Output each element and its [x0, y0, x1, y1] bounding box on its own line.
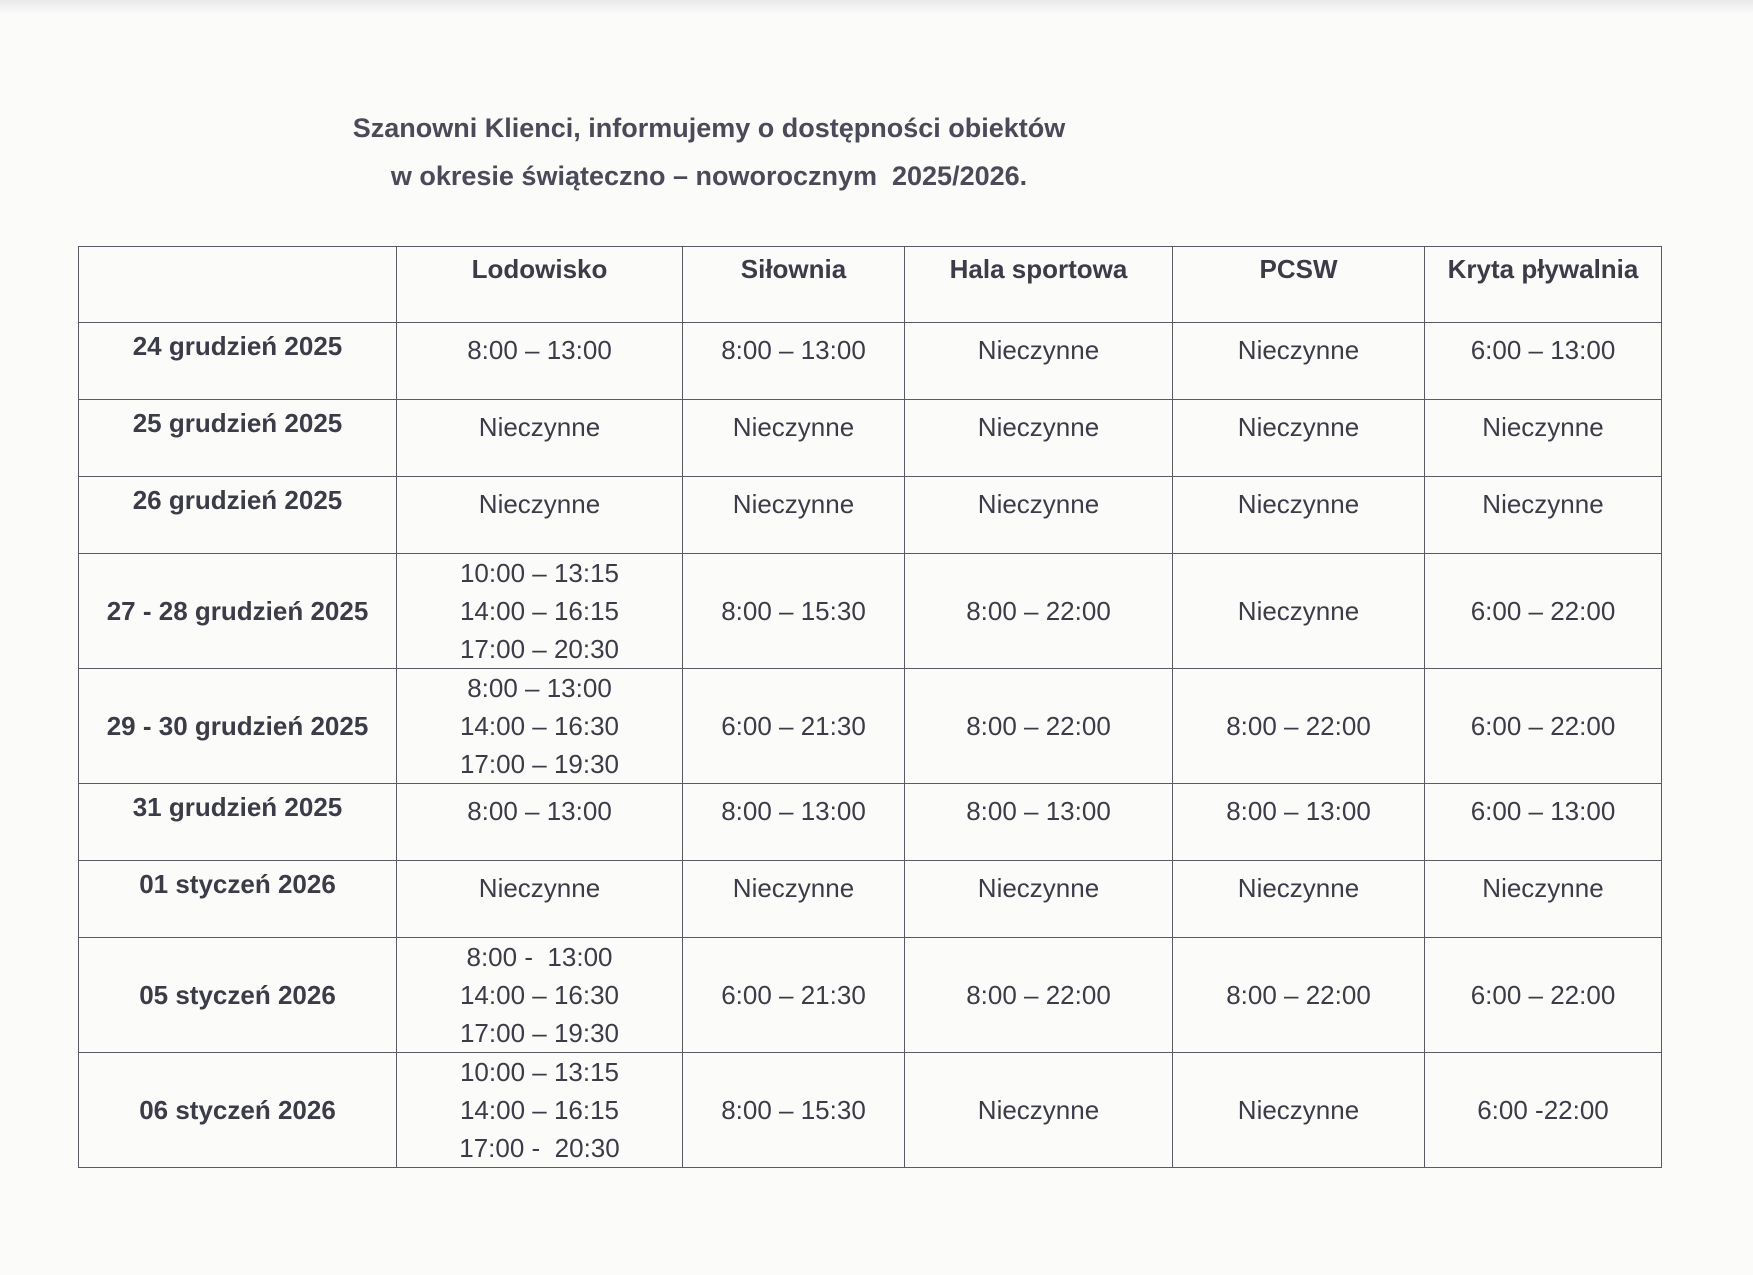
hours-cell-lodowisko — [397, 938, 683, 1053]
table-row — [79, 1053, 1662, 1168]
hours-cell-pcsw — [1173, 861, 1425, 938]
hours-cell-lodowisko — [397, 477, 683, 554]
hours-line: Nieczynne — [1237, 489, 1360, 519]
hours-line: Nieczynne — [732, 873, 855, 903]
header-cell-kryta-plywalnia: Kryta pływalnia — [1425, 247, 1662, 323]
hours-cell-lodowisko — [397, 669, 683, 784]
hours-line: Nieczynne — [1237, 412, 1360, 442]
hours-line: Nieczynne — [478, 412, 601, 442]
hours-cell-silownia — [683, 477, 905, 554]
hours-cell-silownia — [683, 400, 905, 477]
hours-line: Nieczynne — [1482, 412, 1604, 442]
table-row — [79, 938, 1662, 1053]
hours-line: 8:00 - 13:00 — [466, 942, 613, 972]
header-cell-silownia: Siłownia — [683, 247, 905, 323]
hours-line: 17:00 – 19:30 — [459, 1018, 620, 1048]
header-cell-hala-sportowa: Hala sportowa — [905, 247, 1173, 323]
hours-line: Nieczynne — [977, 1095, 1100, 1125]
hours-cell-silownia — [683, 323, 905, 400]
title-line-1: Szanowni Klienci, informujemy o dostępności obiektów — [352, 113, 1066, 143]
hours-line: Nieczynne — [732, 412, 855, 442]
hours-cell-kryta-plywalnia — [1425, 784, 1662, 861]
schedule-table — [78, 246, 1662, 1168]
hours-line: 8:00 – 13:00 — [467, 335, 612, 365]
table-row — [79, 477, 1662, 554]
header-cell-pcsw: PCSW — [1173, 247, 1425, 323]
hours-cell-hala-sportowa — [905, 477, 1173, 554]
hours-line: 8:00 – 15:30 — [721, 596, 866, 626]
hours-line: 8:00 – 13:00 — [966, 796, 1111, 826]
hours-cell-silownia — [683, 861, 905, 938]
hours-cell-pcsw — [1173, 938, 1425, 1053]
hours-line: 6:00 – 13:00 — [1470, 335, 1616, 365]
hours-cell-hala-sportowa — [905, 938, 1173, 1053]
hours-line: 8:00 – 22:00 — [966, 711, 1111, 741]
table-row — [79, 861, 1662, 938]
date-cell: 26 grudzień 2025 — [79, 477, 397, 554]
hours-line: 17:00 - 20:30 — [459, 1133, 620, 1163]
page-title — [0, 104, 1418, 200]
hours-line: Nieczynne — [1482, 489, 1604, 519]
hours-cell-pcsw — [1173, 477, 1425, 554]
hours-line: Nieczynne — [732, 489, 855, 519]
hours-line: 6:00 – 21:30 — [721, 980, 866, 1010]
date-cell: 06 styczeń 2026 — [79, 1053, 397, 1168]
hours-line: Nieczynne — [1237, 873, 1360, 903]
hours-line: 8:00 – 13:00 — [467, 673, 612, 703]
hours-line: Nieczynne — [1237, 335, 1360, 365]
hours-cell-pcsw — [1173, 323, 1425, 400]
hours-cell-lodowisko — [397, 554, 683, 669]
date-cell: 27 - 28 grudzień 2025 — [79, 554, 397, 669]
hours-cell-kryta-plywalnia — [1425, 938, 1662, 1053]
hours-cell-silownia — [683, 784, 905, 861]
hours-cell-silownia — [683, 554, 905, 669]
hours-line: 10:00 – 13:15 — [459, 1057, 620, 1087]
hours-line: 14:00 – 16:30 — [459, 980, 620, 1010]
header-row — [79, 247, 1662, 323]
hours-line: 6:00 – 22:00 — [1470, 711, 1616, 741]
schedule-body — [79, 323, 1662, 1168]
table-row — [79, 669, 1662, 784]
hours-line: 6:00 – 22:00 — [1470, 596, 1616, 626]
hours-cell-kryta-plywalnia — [1425, 400, 1662, 477]
hours-line: 8:00 – 22:00 — [966, 980, 1111, 1010]
hours-line: 8:00 – 22:00 — [966, 596, 1111, 626]
hours-line: Nieczynne — [1237, 596, 1360, 626]
hours-cell-lodowisko — [397, 1053, 683, 1168]
hours-line: Nieczynne — [478, 873, 601, 903]
hours-cell-pcsw — [1173, 400, 1425, 477]
hours-cell-hala-sportowa — [905, 784, 1173, 861]
hours-cell-pcsw — [1173, 1053, 1425, 1168]
hours-cell-hala-sportowa — [905, 323, 1173, 400]
hours-line: 8:00 – 13:00 — [467, 796, 612, 826]
hours-line: 14:00 – 16:15 — [459, 596, 620, 626]
date-cell: 05 styczeń 2026 — [79, 938, 397, 1053]
hours-cell-pcsw — [1173, 669, 1425, 784]
title-line-2: w okresie świąteczno – noworocznym 2025/2026. — [390, 161, 1028, 191]
hours-cell-kryta-plywalnia — [1425, 861, 1662, 938]
table-row — [79, 554, 1662, 669]
date-cell: 29 - 30 grudzień 2025 — [79, 669, 397, 784]
table-row — [79, 323, 1662, 400]
date-cell: 24 grudzień 2025 — [79, 323, 397, 400]
hours-line: Nieczynne — [977, 335, 1100, 365]
hours-line: 8:00 – 13:00 — [721, 335, 866, 365]
hours-line: 17:00 – 19:30 — [459, 749, 620, 779]
hours-cell-pcsw — [1173, 554, 1425, 669]
hours-cell-pcsw — [1173, 784, 1425, 861]
hours-cell-kryta-plywalnia — [1425, 554, 1662, 669]
scan-edge — [0, 0, 1753, 14]
hours-line: Nieczynne — [1482, 873, 1604, 903]
hours-line: 14:00 – 16:15 — [459, 1095, 620, 1125]
header-cell-date — [79, 247, 397, 323]
hours-line: Nieczynne — [1237, 1095, 1360, 1125]
hours-cell-kryta-plywalnia — [1425, 323, 1662, 400]
hours-cell-lodowisko — [397, 861, 683, 938]
date-cell: 31 grudzień 2025 — [79, 784, 397, 861]
hours-cell-hala-sportowa — [905, 400, 1173, 477]
hours-line: 8:00 – 22:00 — [1226, 980, 1371, 1010]
hours-cell-hala-sportowa — [905, 669, 1173, 784]
hours-line: 17:00 – 20:30 — [459, 634, 620, 664]
hours-cell-lodowisko — [397, 400, 683, 477]
date-cell: 25 grudzień 2025 — [79, 400, 397, 477]
hours-line: 10:00 – 13:15 — [459, 558, 620, 588]
hours-line: 8:00 – 15:30 — [721, 1095, 866, 1125]
hours-line: 6:00 -22:00 — [1477, 1095, 1609, 1125]
hours-cell-hala-sportowa — [905, 861, 1173, 938]
hours-line: 8:00 – 13:00 — [1226, 796, 1371, 826]
hours-line: Nieczynne — [478, 489, 601, 519]
hours-line: Nieczynne — [977, 489, 1100, 519]
table-row — [79, 400, 1662, 477]
hours-cell-lodowisko — [397, 784, 683, 861]
hours-cell-hala-sportowa — [905, 554, 1173, 669]
hours-line: 6:00 – 21:30 — [721, 711, 866, 741]
hours-cell-lodowisko — [397, 323, 683, 400]
hours-line: Nieczynne — [977, 873, 1100, 903]
hours-line: 6:00 – 13:00 — [1470, 796, 1616, 826]
hours-cell-kryta-plywalnia — [1425, 1053, 1662, 1168]
hours-line: 8:00 – 13:00 — [721, 796, 866, 826]
hours-cell-silownia — [683, 1053, 905, 1168]
table-row — [79, 784, 1662, 861]
hours-cell-kryta-plywalnia — [1425, 669, 1662, 784]
hours-line: Nieczynne — [977, 412, 1100, 442]
hours-cell-silownia — [683, 669, 905, 784]
hours-cell-silownia — [683, 938, 905, 1053]
hours-line: 14:00 – 16:30 — [459, 711, 620, 741]
hours-line: 8:00 – 22:00 — [1226, 711, 1371, 741]
hours-cell-hala-sportowa — [905, 1053, 1173, 1168]
date-cell: 01 styczeń 2026 — [79, 861, 397, 938]
header-cell-lodowisko: Lodowisko — [397, 247, 683, 323]
hours-cell-kryta-plywalnia — [1425, 477, 1662, 554]
hours-line: 6:00 – 22:00 — [1470, 980, 1616, 1010]
